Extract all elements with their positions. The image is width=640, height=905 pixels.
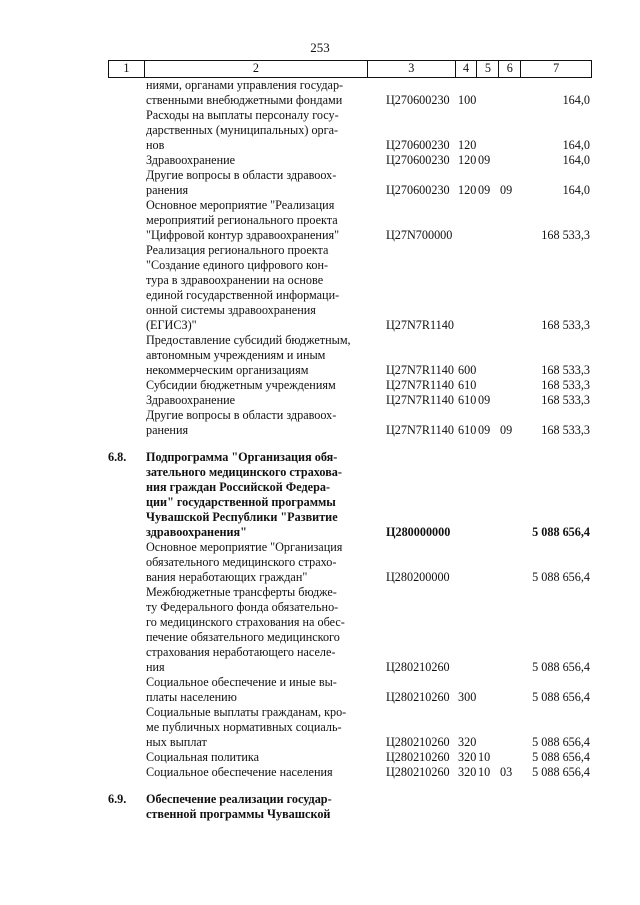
cell-name <box>144 585 368 675</box>
cell-num <box>108 750 144 765</box>
cell-rz <box>478 393 500 408</box>
cell-vr <box>456 243 478 333</box>
cell-code-text: Ц27N700000 <box>386 228 453 242</box>
cell-sum <box>522 450 592 540</box>
cell-code <box>368 450 456 540</box>
cell-vr <box>456 765 478 780</box>
cell-rz <box>478 333 500 378</box>
cell-name-line: ных выплат <box>146 735 207 749</box>
cell-num <box>108 378 144 393</box>
cell-sum <box>522 378 592 393</box>
cell-vr <box>456 333 478 378</box>
cell-rz <box>478 243 500 333</box>
cell-name-line: нов <box>146 138 165 152</box>
table-row <box>108 378 592 393</box>
table-row <box>108 243 592 333</box>
cell-vr <box>456 393 478 408</box>
header-col-6: 6 <box>499 61 521 77</box>
table-row <box>108 675 592 705</box>
header-col-4: 4 <box>456 61 478 77</box>
cell-pr-text: 09 <box>500 183 513 197</box>
table-row <box>108 450 592 540</box>
cell-vr <box>456 108 478 153</box>
cell-sum <box>522 675 592 705</box>
table-row <box>108 198 592 243</box>
cell-code-text: Ц27N7R1140 <box>386 363 454 377</box>
cell-name-line: Межбюджетные трансферты бюдже- <box>146 585 337 599</box>
cell-sum-text: 164,0 <box>562 138 590 152</box>
cell-sum <box>522 408 592 438</box>
cell-name-line: Социальная политика <box>146 750 260 764</box>
cell-code-text: Ц280210260 <box>386 690 450 704</box>
cell-name-line: некоммерческим организациям <box>146 363 309 377</box>
cell-rz <box>478 765 500 780</box>
table-row <box>108 153 592 168</box>
cell-sum-text: 168 533,3 <box>541 378 590 392</box>
table-row <box>108 168 592 198</box>
cell-name <box>144 792 368 822</box>
cell-rz-text: 10 <box>478 750 491 764</box>
cell-sum-text: 5 088 656,4 <box>532 735 590 749</box>
cell-rz <box>478 408 500 438</box>
cell-pr <box>500 108 522 153</box>
cell-name-line: Субсидии бюджетным учреждениям <box>146 378 336 392</box>
cell-name-line: ту Федерального фонда обязательно- <box>146 600 339 614</box>
cell-rz <box>478 108 500 153</box>
cell-pr <box>500 333 522 378</box>
cell-sum-text: 168 533,3 <box>541 393 590 407</box>
header-col-2: 2 <box>145 61 368 77</box>
cell-name-line: "Цифровой контур здравоохранения" <box>146 228 340 242</box>
cell-name-line: ме публичных нормативных социаль- <box>146 720 342 734</box>
cell-pr <box>500 198 522 243</box>
cell-rz <box>478 750 500 765</box>
cell-name-line: ранения <box>146 423 189 437</box>
cell-code-text: Ц280210260 <box>386 750 450 764</box>
cell-name-line: единой государственной информаци- <box>146 288 340 302</box>
cell-name-line: страхования неработающего населе- <box>146 645 336 659</box>
cell-rz <box>478 675 500 705</box>
cell-name-line: Социальное обеспечение и иные вы- <box>146 675 337 689</box>
cell-code-text: Ц280000000 <box>386 525 451 539</box>
cell-name <box>144 243 368 333</box>
cell-pr <box>500 393 522 408</box>
cell-rz-text: 09 <box>478 393 491 407</box>
cell-name-line: "Создание единого цифрового кон- <box>146 258 329 272</box>
header-col-3: 3 <box>368 61 456 77</box>
page-number: 253 <box>310 40 330 55</box>
cell-name <box>144 333 368 378</box>
cell-name-line: Чувашской Республики "Развитие <box>146 510 338 524</box>
table-body <box>108 78 592 822</box>
cell-code-text: Ц280210260 <box>386 660 450 674</box>
cell-num <box>108 450 144 540</box>
cell-code <box>368 408 456 438</box>
table-row <box>108 540 592 585</box>
cell-vr <box>456 153 478 168</box>
cell-name-line: Основное мероприятие "Организация <box>146 540 343 554</box>
cell-name <box>144 705 368 750</box>
cell-rz <box>478 168 500 198</box>
cell-vr-text: 320 <box>458 750 477 764</box>
cell-vr-text: 610 <box>458 378 477 392</box>
cell-pr-text: 03 <box>500 765 513 779</box>
cell-code-text: Ц270600230 <box>386 93 450 107</box>
cell-rz <box>478 585 500 675</box>
cell-sum-text: 5 088 656,4 <box>532 660 590 674</box>
cell-name <box>144 765 368 780</box>
cell-sum-text: 164,0 <box>562 93 590 107</box>
cell-name-line: мероприятий регионального проекта <box>146 213 338 227</box>
cell-sum <box>522 168 592 198</box>
cell-name <box>144 168 368 198</box>
cell-rz <box>478 792 500 822</box>
cell-name-line: вания неработающих граждан" <box>146 570 308 584</box>
cell-vr-text: 610 <box>458 393 477 407</box>
cell-pr <box>500 378 522 393</box>
cell-rz <box>478 198 500 243</box>
cell-sum <box>522 78 592 108</box>
cell-vr-text: 320 <box>458 765 477 779</box>
cell-name-line: ниями, органами управления государ- <box>146 78 344 92</box>
cell-vr <box>456 540 478 585</box>
cell-name-line: ранения <box>146 183 189 197</box>
cell-vr-text: 120 <box>458 183 477 197</box>
cell-pr <box>500 675 522 705</box>
cell-name <box>144 393 368 408</box>
cell-name-line: ственными внебюджетными фондами <box>146 93 343 107</box>
cell-name <box>144 750 368 765</box>
cell-code-text: Ц280210260 <box>386 765 450 779</box>
cell-rz-text: 09 <box>478 153 491 167</box>
cell-sum <box>522 333 592 378</box>
cell-name-line: здравоохранения" <box>146 525 247 539</box>
cell-sum <box>522 705 592 750</box>
cell-pr <box>500 765 522 780</box>
cell-rz-text: 09 <box>478 423 491 437</box>
cell-vr <box>456 198 478 243</box>
cell-name <box>144 540 368 585</box>
cell-vr <box>456 378 478 393</box>
table-row <box>108 750 592 765</box>
cell-sum-text: 168 533,3 <box>541 318 590 332</box>
cell-name-line: ции" государственной программы <box>146 495 336 509</box>
cell-rz <box>478 540 500 585</box>
cell-code <box>368 705 456 750</box>
cell-name <box>144 450 368 540</box>
cell-num <box>108 393 144 408</box>
table-row <box>108 765 592 780</box>
cell-name-line: Здравоохранение <box>146 153 236 167</box>
cell-name-line: Расходы на выплаты персоналу госу- <box>146 108 339 122</box>
cell-vr-text: 320 <box>458 735 477 749</box>
table-header <box>108 60 592 78</box>
cell-vr <box>456 705 478 750</box>
cell-code-text: Ц270600230 <box>386 138 450 152</box>
cell-sum-text: 168 533,3 <box>541 228 590 242</box>
cell-pr <box>500 540 522 585</box>
cell-name-line: го медицинского страхования на обес- <box>146 615 345 629</box>
cell-sum-text: 168 533,3 <box>541 363 590 377</box>
header-col-5: 5 <box>477 61 499 77</box>
table-row <box>108 792 592 822</box>
cell-sum <box>522 792 592 822</box>
cell-name-line: Социальное обеспечение населения <box>146 765 333 779</box>
cell-name <box>144 108 368 153</box>
cell-vr-text: 600 <box>458 363 477 377</box>
cell-sum-text: 5 088 656,4 <box>532 765 590 779</box>
cell-code <box>368 585 456 675</box>
cell-name <box>144 78 368 108</box>
cell-sum <box>522 153 592 168</box>
cell-code <box>368 198 456 243</box>
cell-vr <box>456 792 478 822</box>
cell-pr <box>500 408 522 438</box>
cell-vr <box>456 408 478 438</box>
table-row <box>108 705 592 750</box>
cell-code-text: Ц27N7R1140 <box>386 393 454 407</box>
cell-sum <box>522 198 592 243</box>
table-row <box>108 78 592 108</box>
budget-table <box>108 60 592 822</box>
cell-num <box>108 333 144 378</box>
cell-name-line: дарственных (муниципальных) орга- <box>146 123 339 137</box>
cell-name <box>144 378 368 393</box>
cell-name <box>144 198 368 243</box>
cell-name-line: автономным учреждениям и иным <box>146 348 326 362</box>
cell-sum <box>522 750 592 765</box>
cell-sum <box>522 393 592 408</box>
cell-sum-text: 5 088 656,4 <box>532 690 590 704</box>
cell-vr <box>456 78 478 108</box>
cell-rz <box>478 450 500 540</box>
cell-sum-text: 164,0 <box>562 153 590 167</box>
cell-rz <box>478 705 500 750</box>
cell-code-text: Ц270600230 <box>386 153 450 167</box>
cell-sum <box>522 765 592 780</box>
cell-num <box>108 792 144 822</box>
cell-pr-text: 09 <box>500 423 513 437</box>
cell-pr <box>500 450 522 540</box>
cell-vr <box>456 585 478 675</box>
cell-code-text: Ц280210260 <box>386 735 450 749</box>
cell-num <box>108 153 144 168</box>
cell-sum-text: 5 088 656,4 <box>532 570 590 584</box>
cell-num <box>108 198 144 243</box>
cell-vr-text: 300 <box>458 690 477 704</box>
table-row <box>108 408 592 438</box>
cell-code-text: Ц27N7R1140 <box>386 423 454 437</box>
cell-code <box>368 153 456 168</box>
row-spacer <box>108 780 592 792</box>
cell-name-line: обязательного медицинского страхо- <box>146 555 337 569</box>
cell-vr-text: 120 <box>458 138 477 152</box>
cell-code <box>368 333 456 378</box>
cell-name-line: ственной программы Чувашской <box>146 807 331 821</box>
cell-pr <box>500 705 522 750</box>
cell-rz-text: 10 <box>478 765 491 779</box>
cell-name-line: Другие вопросы в области здравоох- <box>146 168 337 182</box>
table-row <box>108 585 592 675</box>
cell-name-line: онной системы здравоохранения <box>146 303 316 317</box>
cell-num <box>108 108 144 153</box>
cell-sum-text: 164,0 <box>562 183 590 197</box>
cell-name-line: (ЕГИСЗ)" <box>146 318 197 332</box>
cell-rz <box>478 78 500 108</box>
cell-name-line: Обеспечение реализации государ- <box>146 792 332 806</box>
table-row <box>108 333 592 378</box>
cell-rz <box>478 153 500 168</box>
cell-name-line: ния <box>146 660 165 674</box>
cell-num <box>108 675 144 705</box>
cell-num <box>108 168 144 198</box>
cell-num <box>108 243 144 333</box>
cell-code <box>368 168 456 198</box>
cell-vr <box>456 168 478 198</box>
cell-code <box>368 108 456 153</box>
table-row <box>108 108 592 153</box>
cell-vr <box>456 675 478 705</box>
cell-num <box>108 765 144 780</box>
cell-name-line: Реализация регионального проекта <box>146 243 329 257</box>
header-col-1: 1 <box>109 61 145 77</box>
cell-sum <box>522 585 592 675</box>
cell-name <box>144 675 368 705</box>
cell-code <box>368 378 456 393</box>
cell-code-text: Ц27N7R1140 <box>386 378 454 392</box>
cell-code <box>368 243 456 333</box>
cell-name-line: печение обязательного медицинского <box>146 630 340 644</box>
cell-name-line: зательного медицинского страхова- <box>146 465 342 479</box>
cell-code-text: Ц270600230 <box>386 183 450 197</box>
cell-sum-text: 168 533,3 <box>541 423 590 437</box>
cell-sum <box>522 108 592 153</box>
table-row <box>108 393 592 408</box>
row-spacer <box>108 438 592 450</box>
cell-name-line: тура в здравоохранении на основе <box>146 273 324 287</box>
cell-vr <box>456 450 478 540</box>
cell-sum <box>522 540 592 585</box>
cell-name <box>144 153 368 168</box>
header-col-7: 7 <box>553 61 560 75</box>
cell-pr <box>500 750 522 765</box>
cell-num <box>108 585 144 675</box>
cell-code <box>368 765 456 780</box>
cell-rz <box>478 378 500 393</box>
cell-name-line: Основное мероприятие "Реализация <box>146 198 335 212</box>
cell-sum-text: 5 088 656,4 <box>532 525 590 539</box>
cell-name-line: Предоставление субсидий бюджетным, <box>146 333 351 347</box>
cell-rz-text: 09 <box>478 183 491 197</box>
cell-sum-text: 5 088 656,4 <box>532 750 590 764</box>
cell-code <box>368 792 456 822</box>
cell-num <box>108 705 144 750</box>
cell-num <box>108 408 144 438</box>
cell-code <box>368 675 456 705</box>
cell-name-line: ния граждан Российской Федера- <box>146 480 331 494</box>
cell-vr <box>456 750 478 765</box>
cell-name-line: платы населению <box>146 690 237 704</box>
cell-sum <box>522 243 592 333</box>
cell-pr <box>500 78 522 108</box>
cell-name <box>144 408 368 438</box>
cell-num-text: 6.9. <box>108 792 127 806</box>
cell-pr <box>500 168 522 198</box>
cell-vr-text: 120 <box>458 153 477 167</box>
cell-vr-text: 610 <box>458 423 477 437</box>
cell-code <box>368 78 456 108</box>
cell-num <box>108 78 144 108</box>
cell-code <box>368 393 456 408</box>
cell-code-text: Ц27N7R1140 <box>386 318 454 332</box>
cell-code-text: Ц280200000 <box>386 570 450 584</box>
cell-name-line: Другие вопросы в области здравоох- <box>146 408 337 422</box>
cell-name-line: Социальные выплаты гражданам, кро- <box>146 705 347 719</box>
cell-name-line: Здравоохранение <box>146 393 236 407</box>
cell-pr <box>500 792 522 822</box>
cell-code <box>368 540 456 585</box>
cell-pr <box>500 243 522 333</box>
cell-num-text: 6.8. <box>108 450 127 464</box>
cell-pr <box>500 585 522 675</box>
cell-code <box>368 750 456 765</box>
cell-num <box>108 540 144 585</box>
cell-pr <box>500 153 522 168</box>
cell-vr-text: 100 <box>458 93 477 107</box>
cell-name-line: Подпрограмма "Организация обя- <box>146 450 338 464</box>
